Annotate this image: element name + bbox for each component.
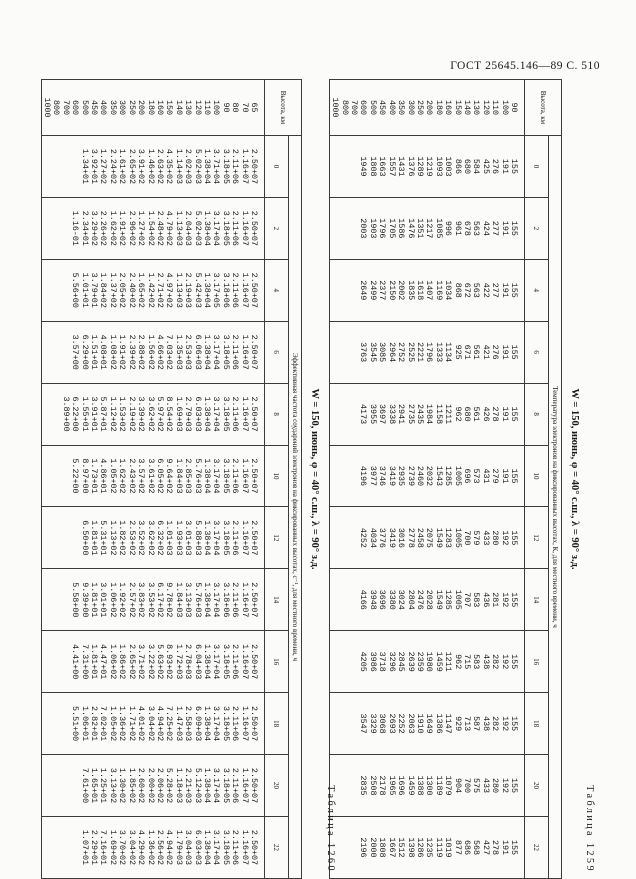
time-header: 6 xyxy=(265,321,289,383)
data-column: 155 192 282 438 587 713 929 1147 1386 1649 1910 2063 2252 2693 3068 3329 3547 xyxy=(329,693,524,755)
height-values: 65 70 80 90 100 110 120 130 140 150 160 180 200 250 300 350 400 450 500 600 700 800 1000 xyxy=(41,80,264,136)
data-column: 155 192 282 438 583 715 962 1211 1459 1980 2359 2639 2845 3296 3718 3986 4205 xyxy=(329,631,524,693)
time-header: 18 xyxy=(525,693,549,755)
time-header: 14 xyxy=(265,569,289,631)
time-header: 8 xyxy=(265,383,289,445)
table-1260 xyxy=(41,79,302,879)
data-column: 2.50+07 1.16+07 2.11+06 3.18+05 3.17+04 1.38+04 5.12+03 2.21+03 1.18+03 5.28+02 2.06+02 2.00+02 2.60+02 1.85+02 1.30+02 3.13+02 1.25+01 1.65+01 7.61+00 xyxy=(41,755,264,817)
data-column: 2.50+07 1.16+07 2.11+06 3.18+05 3.17+04 1.38+04 5.76+03 2.85+03 1.84+03 9.64+02 6.05+02 3.61+02 3.57+02 2.43+02 1.62+02 1.05+02 4.86+01 1.73+01 8.97+00 5.22+00 xyxy=(41,445,264,507)
data-column: 155 191 278 427 568 686 877 1019 1119 1235 1286 1398 1512 1667 1808 2000 2196 xyxy=(329,816,524,878)
height-column-header: Высота, км xyxy=(265,80,302,136)
data-column: 2.50+07 1.16+07 2.11+06 3.18+06 3.17+04 1.38+04 5.76+03 3.13+03 1.84+03 9.78+02 6.17+02 3.53+02 3.83+02 2.57+02 1.92+02 1.06+02 3.01+01 1.81+01 9.39+00 5.58+00 xyxy=(41,569,264,631)
data-column: 155 192 281 436 583 707 1005 1285 1549 2028 2476 2804 3024 3380 3696 3948 4166 xyxy=(329,569,524,631)
table-1260-block xyxy=(42,79,336,879)
time-header: 4 xyxy=(265,259,289,321)
data-column: 2.50+07 1.16+07 2.11+06 3.18+05 3.17+04 1.38+04 6.04+03 2.78+03 1.72+03 8.93+02 5.63+02 3.22+02 3.71+02 2.65+02 1.86+02 1.06+02 4.47+01 1.81+01 7.31+00 4.41+00 xyxy=(41,631,264,693)
time-header: 22 xyxy=(525,816,549,878)
time-header: 14 xyxy=(525,569,549,631)
time-header: 20 xyxy=(525,755,549,817)
time-header: 10 xyxy=(265,445,289,507)
running-header: ГОСТ 25645.146—89 С. 510 xyxy=(450,60,600,72)
table-1259 xyxy=(329,79,562,879)
time-header: 2 xyxy=(525,197,549,259)
time-header: 0 xyxy=(265,136,289,198)
time-header: 0 xyxy=(525,136,549,198)
table-1260-label: Таблица 1260 xyxy=(325,785,336,873)
page-header xyxy=(0,0,636,72)
time-header: 16 xyxy=(265,631,289,693)
data-column: 155 191 279 431 573 696 1005 1285 1543 2032 2460 2739 2935 3419 3746 3977 4196 xyxy=(329,445,524,507)
time-header: 10 xyxy=(525,445,549,507)
data-column: 155 192 280 433 575 700 904 1079 1189 1300 1388 1459 1696 1965 2178 2508 2835 xyxy=(329,755,524,817)
table-1260-title: W = 150, июнь, φ = 40° с.ш., λ = 90° з.д. xyxy=(309,388,320,570)
time-header: 12 xyxy=(525,507,549,569)
table-1259-label: Таблица 1259 xyxy=(584,785,595,873)
time-header: 2 xyxy=(265,197,289,259)
data-column: 2.50+07 1.16+07 2.11+06 3.18+05 3.17+04 1.38+04 6.06+03 2.53+03 1.35+03 7.03+02 4.66+02 1.56+02 2.88+02 2.39+02 1.91+02 1.08+02 4.08+01 1.51+01 6.29+00 3.57+00 xyxy=(41,321,264,383)
time-header: 12 xyxy=(265,507,289,569)
data-column: 155 191 276 425 584 680 866 1003 1093 1219 1289 1376 1431 1557 1663 1808 1949 xyxy=(329,136,524,198)
group-header: Эффективная частота соударений электронов на фиксированных высотах, с⁻¹, для местного времени, ч xyxy=(289,136,302,879)
data-column: 2.50+07 1.16+07 2.11+06 3.18+05 3.17+04 1.38+04 5.02+03 2.04+03 1.13+03 4.79+02 2.48+02 1.54+02 1.27+02 2.96+02 1.91+02 1.62+02 2.26+02 3.29+02 2.34+01 1.16-01 xyxy=(41,197,264,259)
time-header: 16 xyxy=(525,631,549,693)
data-column: 2.50+07 1.16+07 2.11+06 3.18+05 3.17+04 1.38+04 6.09+03 2.58+03 1.47+03 7.25+02 4.94+02 3.04+02 4.01+02 1.71+02 1.36+02 1.05+02 7.02+01 2.82+01 1.06+01 5.51+00 xyxy=(41,693,264,755)
table-1259-title: W = 150, июнь, φ = 40° с.ш., λ = 90° з.д. xyxy=(569,388,580,570)
time-header: 22 xyxy=(265,816,289,878)
time-header: 8 xyxy=(525,383,549,445)
data-column: 2.50+07 1.16+07 2.11+06 3.18+05 3.17+04 1.38+04 6.03+03 3.04+03 1.79+03 4.94+02 2.56+02 1.36+02 4.29+02 3.04+02 3.70+02 1.69+02 7.16+01 2.29+01 1.07+01 xyxy=(41,816,264,878)
time-header: 18 xyxy=(265,693,289,755)
data-column: 2.50+07 1.16+07 2.11+06 3.18+05 3.71+04 1.38+04 5.02+03 2.02+03 1.14+03 4.35+02 2.63+02 1.46+02 3.91+02 2.65+02 1.61+02 2.24+02 1.27+02 3.92+01 1.34+01 xyxy=(41,136,264,198)
data-column: 2.50+07 1.16+07 2.11+06 3.18+06 3.17+05 1.38+04 5.42+03 2.19+03 1.13+03 4.97+02 2.71+02 1.42+02 1.65+02 2.40+02 2.05+02 1.37+02 1.84+02 3.79+01 1.01+01 5.56+00 xyxy=(41,259,264,321)
data-column: 155 191 277 424 563 678 961 996 1085 1217 1351 1476 1586 1705 1796 1903 2003 xyxy=(329,197,524,259)
data-column: 2.50+07 1.16+07 2.11+06 3.18+05 3.17+04 1.38+04 5.88+03 3.01+03 1.93+03 1.01+03 6.32+02 3.62+02 3.52+02 2.53+02 1.82+02 1.13+02 5.31+01 1.81+01 6.50+00 xyxy=(41,507,264,569)
time-header: 4 xyxy=(525,259,549,321)
data-column: 155 191 276 421 561 671 925 1134 1333 1796 2221 2525 2752 2964 3085 3545 3763 xyxy=(329,321,524,383)
height-values: 90 100 110 120 130 140 150 160 180 200 250 300 350 400 450 500 600 700 800 1000 xyxy=(329,80,524,136)
data-column: 155 191 278 426 561 680 962 1211 1158 1984 2435 2735 2941 3338 3697 3955 4173 xyxy=(329,383,524,445)
height-column-header: Высота, км xyxy=(525,80,562,136)
time-header: 6 xyxy=(525,321,549,383)
data-column: 155 192 280 433 579 700 1005 1283 1549 2075 2458 2778 3016 3419 3776 4034 4252 xyxy=(329,507,524,569)
data-column: 2.50+07 1.16+07 2.11+06 3.18+05 3.17+04 1.38+04 6.03+03 2.79+03 1.69+03 8.54+02 5.97+02 3.62+02 3.39+02 2.19+02 1.53+02 1.12+02 5.87+01 3.91+01 1.55+01 6.22+00 3.89+00 xyxy=(41,383,264,445)
rotated-tables xyxy=(42,79,598,879)
group-header: Температура электронов на фиксированных высотах, К, для местного времени, ч xyxy=(549,136,562,879)
data-column: 155 191 277 422 563 672 868 1034 1169 1407 1618 1835 2002 2150 2377 2499 2649 xyxy=(329,259,524,321)
time-header: 20 xyxy=(265,755,289,817)
